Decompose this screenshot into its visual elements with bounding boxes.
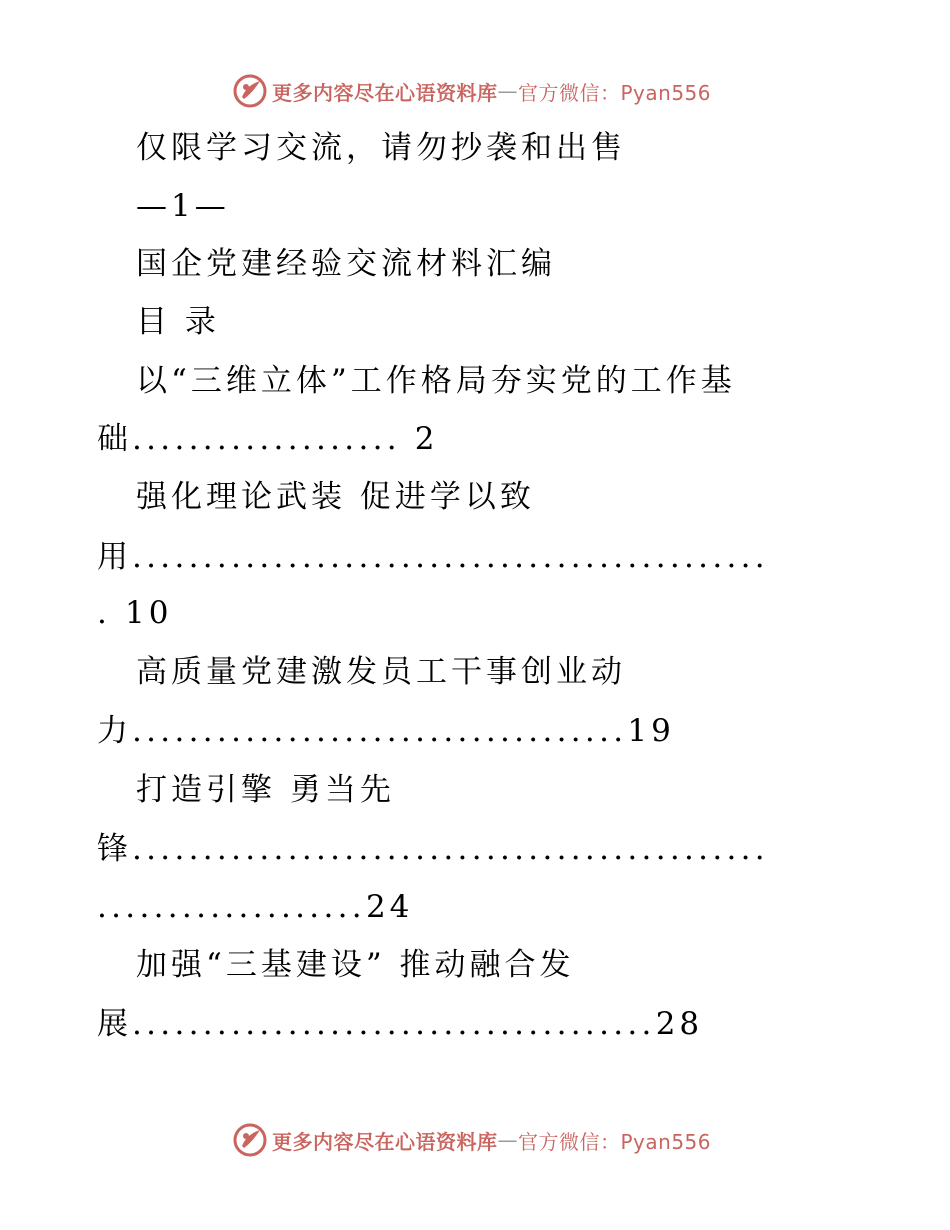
toc-page-number: 24 (365, 889, 414, 925)
toc-entry-title: 高质量党建激发员工干事创业动 (136, 654, 626, 690)
toc-entry-cont: 展 (97, 1006, 132, 1042)
notice-text: 仅限学习交流，请勿抄袭和出售 (136, 130, 626, 166)
watermark-text: 更多内容尽在心语资料库 (272, 1129, 498, 1154)
page-marker: —1— (136, 188, 230, 224)
toc-leader-dots: ................... (97, 889, 366, 925)
toc-entry-leader-wrap (97, 887, 413, 927)
toc-page-number: 28 (655, 1006, 704, 1042)
brand-logo-icon (232, 1122, 268, 1158)
toc-entry-title: 以“三维立体”工作格局夯实党的工作基 (136, 363, 736, 399)
toc-entry-cont: 力 (97, 713, 132, 749)
toc-entry-title: 强化理论武装 促进学以致 (136, 479, 535, 515)
toc-entry-leader (97, 537, 769, 577)
toc-entry-leader (97, 711, 675, 751)
toc-entry-title: 打造引擎 勇当先 (136, 772, 395, 808)
toc-entry-cont: 础 (97, 421, 132, 457)
toc-leader-dots: ................................... (132, 713, 628, 749)
toc-entry-leader (97, 1004, 703, 1044)
toc-leader-dots: ............................................. (132, 539, 769, 575)
watermark-wechat: 官方微信：Pyan556 (518, 80, 712, 105)
toc-leader-dots: ................... (132, 421, 401, 457)
document-title: 国企党建经验交流材料汇编 (136, 246, 556, 282)
brand-logo-icon (232, 73, 268, 109)
toc-page-number: 10 (111, 595, 173, 631)
toc-entry-title: 加强“三基建设” 推动融合发 (136, 947, 575, 983)
toc-heading: 目 录 (136, 304, 220, 340)
toc-leader-dots: ..................................... (132, 1006, 656, 1042)
toc-entry-leader (97, 419, 439, 459)
watermark-footer (232, 1122, 711, 1158)
watermark-wechat: 官方微信：Pyan556 (518, 1129, 712, 1154)
toc-entry-cont: 锋 (97, 831, 132, 867)
watermark-text: 更多内容尽在心语资料库 (272, 80, 498, 105)
toc-page-number: 19 (627, 713, 675, 749)
watermark-header (232, 73, 711, 109)
watermark-separator: — (497, 79, 518, 103)
toc-entry-cont: 用 (97, 539, 132, 575)
toc-leader-dots: ............................................. (132, 831, 769, 867)
watermark-separator: — (497, 1128, 518, 1152)
toc-leader-dots: . (97, 595, 112, 631)
toc-entry-leader-wrap (97, 593, 172, 633)
toc-entry-leader (97, 829, 769, 869)
toc-page-number: 2 (400, 421, 439, 457)
